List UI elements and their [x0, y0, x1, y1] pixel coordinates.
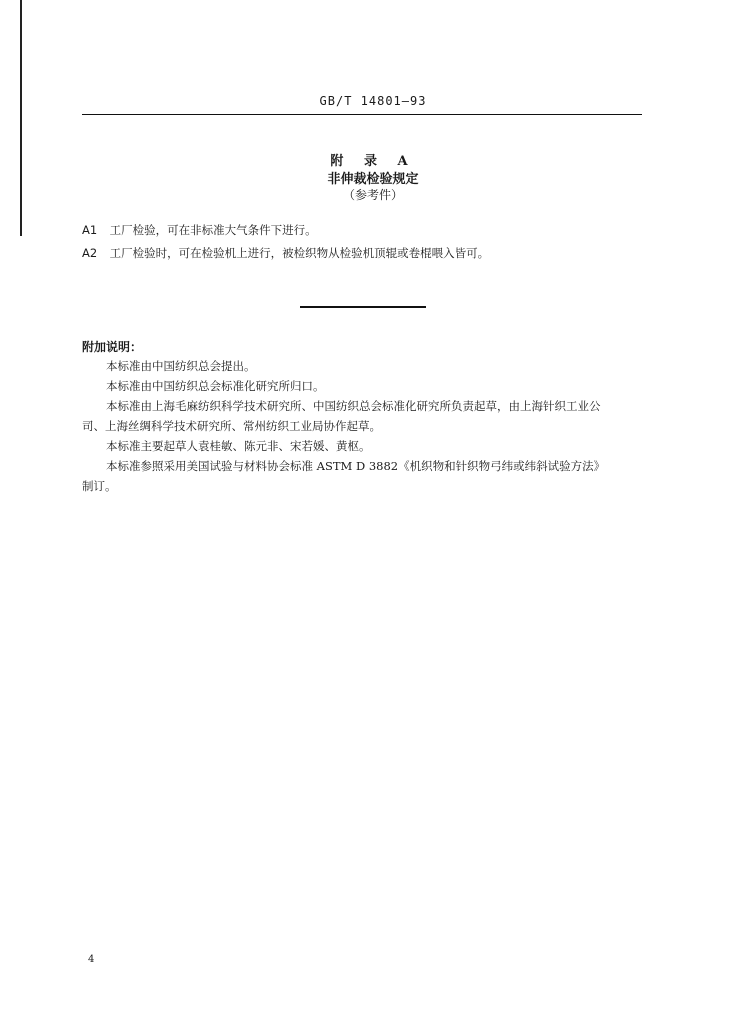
clause-a1: [82, 222, 317, 238]
standard-code: GB/T 14801—93: [319, 94, 427, 108]
clause-number: A1: [82, 223, 98, 237]
appendix-note: （参考件）: [342, 188, 403, 202]
clause-text: 工厂检验时，可在检验机上进行，被检织物从检验机顶辊或卷棍喂入皆可。: [109, 246, 490, 260]
note-line: 本标准由上海毛麻纺织科学技术研究所、中国纺织总会标准化研究所负责起草，由上海针织工业公: [106, 399, 601, 413]
clause-text: 工厂检验，可在非标准大气条件下进行。: [109, 223, 317, 237]
note-line: 本标准主要起草人袁桂敏、陈元非、宋若媛、黄枢。: [106, 439, 371, 453]
note-line: 本标准参照采用美国试验与材料协会标准 ASTM D 3882《机织物和针织物弓纬或纬斜试验方法》: [106, 459, 606, 473]
appendix-title: 附 录 A: [330, 154, 416, 169]
note-line: 本标准由中国纺织总会提出。: [106, 359, 256, 373]
note-line: 本标准由中国纺织总会标准化研究所归口。: [106, 379, 325, 393]
clause-a2: [82, 245, 489, 261]
additional-notes-heading: 附加说明：: [82, 340, 143, 354]
note-line: 制订。: [82, 479, 117, 493]
note-line: 司、上海丝绸科学技术研究所、常州纺织工业局协作起草。: [82, 419, 381, 433]
section-divider: [300, 306, 426, 308]
appendix-subtitle: 非伸裁检验规定: [327, 172, 419, 187]
page-number: 4: [88, 954, 95, 965]
header-rule: [82, 114, 642, 115]
clause-number: A2: [82, 246, 98, 260]
